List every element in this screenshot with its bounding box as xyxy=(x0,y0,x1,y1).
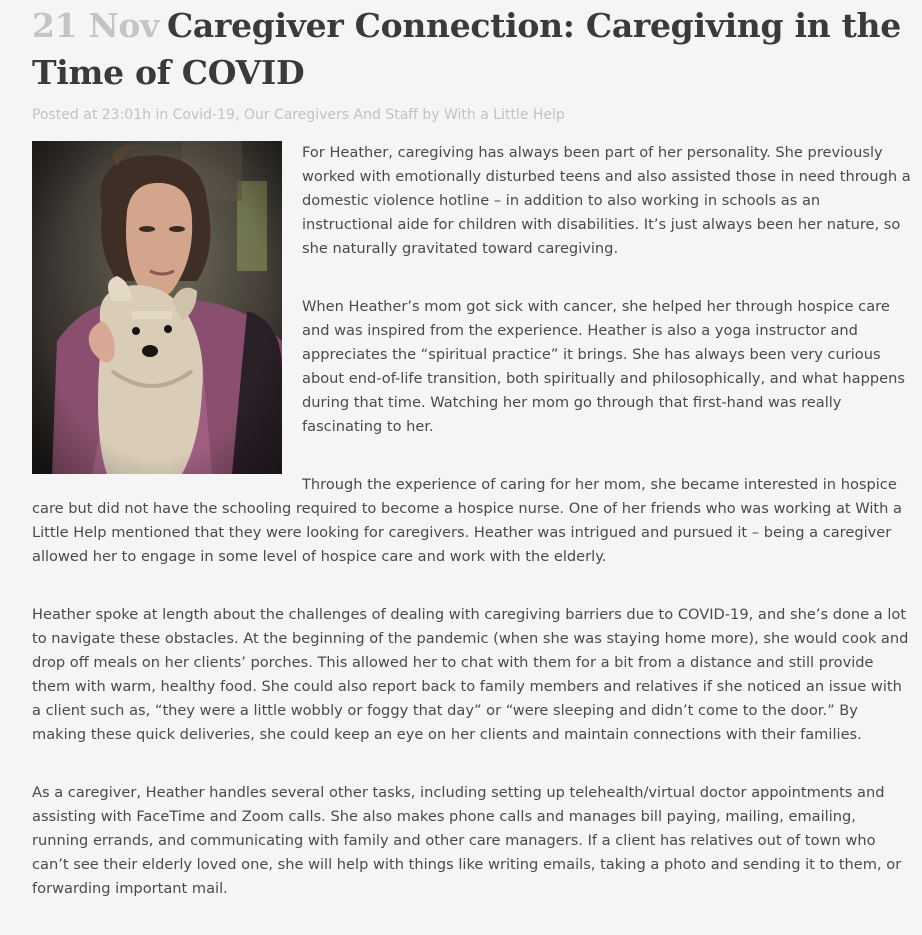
post-time: 23:01h xyxy=(101,107,151,123)
category-separator: , xyxy=(234,107,240,123)
paragraph-1: For Heather, caregiving has always been part of her personality. She previously worked with emotionally disturbed teens and also assisted those in need through a domestic violence hotline – in addition to also working in schools as an instructional aide for children with disabilities. It’s just always been her nature, so she naturally gravitated toward caregiving. xyxy=(302,144,911,257)
paragraph-2: When Heather’s mom got sick with cancer, she helped her through hospice care and was inspired from the experience. Heather is also a yoga instructor and appreciates the “spiritual practice” it brings. She has always been very curious about end-of-life transition, both spiritually and philosophically, and what happens during that time. Watching her mom go through that first-hand was really fascinating to her. xyxy=(302,298,905,435)
post-meta xyxy=(32,105,912,125)
photo-illustration xyxy=(32,141,282,474)
post-date: 21 Nov xyxy=(32,6,159,45)
category-link-covid-19[interactable]: Covid-19 xyxy=(172,107,235,123)
post-content xyxy=(32,141,912,901)
post-title-text: Caregiver Connection: Caregiving in the Time of COVID xyxy=(32,6,901,92)
author-link[interactable]: With a Little Help xyxy=(444,107,565,123)
category-link-our-caregivers-and-staff[interactable]: Our Caregivers And Staff xyxy=(243,107,418,123)
paragraph-5: As a caregiver, Heather handles several other tasks, including setting up telehealth/virtual doctor appointments and assisting with FaceTime and Zoom calls. She also makes phone calls and manages bill paying, mailing, emailing, running errands, and communicating with family and other care managers. If a client has relatives out of town who can’t see their elderly loved one, she will help with things like writing emails, taking a photo and sending it to them, or forwarding important mail. xyxy=(32,784,902,897)
paragraph-4: Heather spoke at length about the challenges of dealing with caregiving barriers due to COVID-19, and she’s done a lot to navigate these obstacles. At the beginning of the pandemic (when she was staying home more), she would cook and drop off meals on her clients’ porches. This allowed her to chat with them for a bit from a distance and still provide them with warm, healthy food. She could also report back to family members and relatives if she noticed an issue with a client such as, “they were a little wobbly or foggy that day” or “were sleeping and didn’t come to the door.” By making these quick deliveries, she could keep an eye on her clients and maintain connections with their families. xyxy=(32,606,909,743)
paragraph-3: Through the experience of caring for her mom, she became interested in hospice care but did not have the schooling required to become a hospice nurse. One of her friends who was working at With a Little Help mentioned that they were looking for caregivers. Heather was intrigued and pursued it – being a caregiver allowed her to engage in some level of hospice care and work with the elderly. xyxy=(32,476,902,565)
woman-holding-dog-photo xyxy=(32,141,282,474)
post-title xyxy=(32,0,912,96)
by-label: by xyxy=(422,107,440,123)
in-label: in xyxy=(155,107,169,123)
blog-post xyxy=(32,0,912,935)
posted-at-label: Posted at xyxy=(32,107,98,123)
